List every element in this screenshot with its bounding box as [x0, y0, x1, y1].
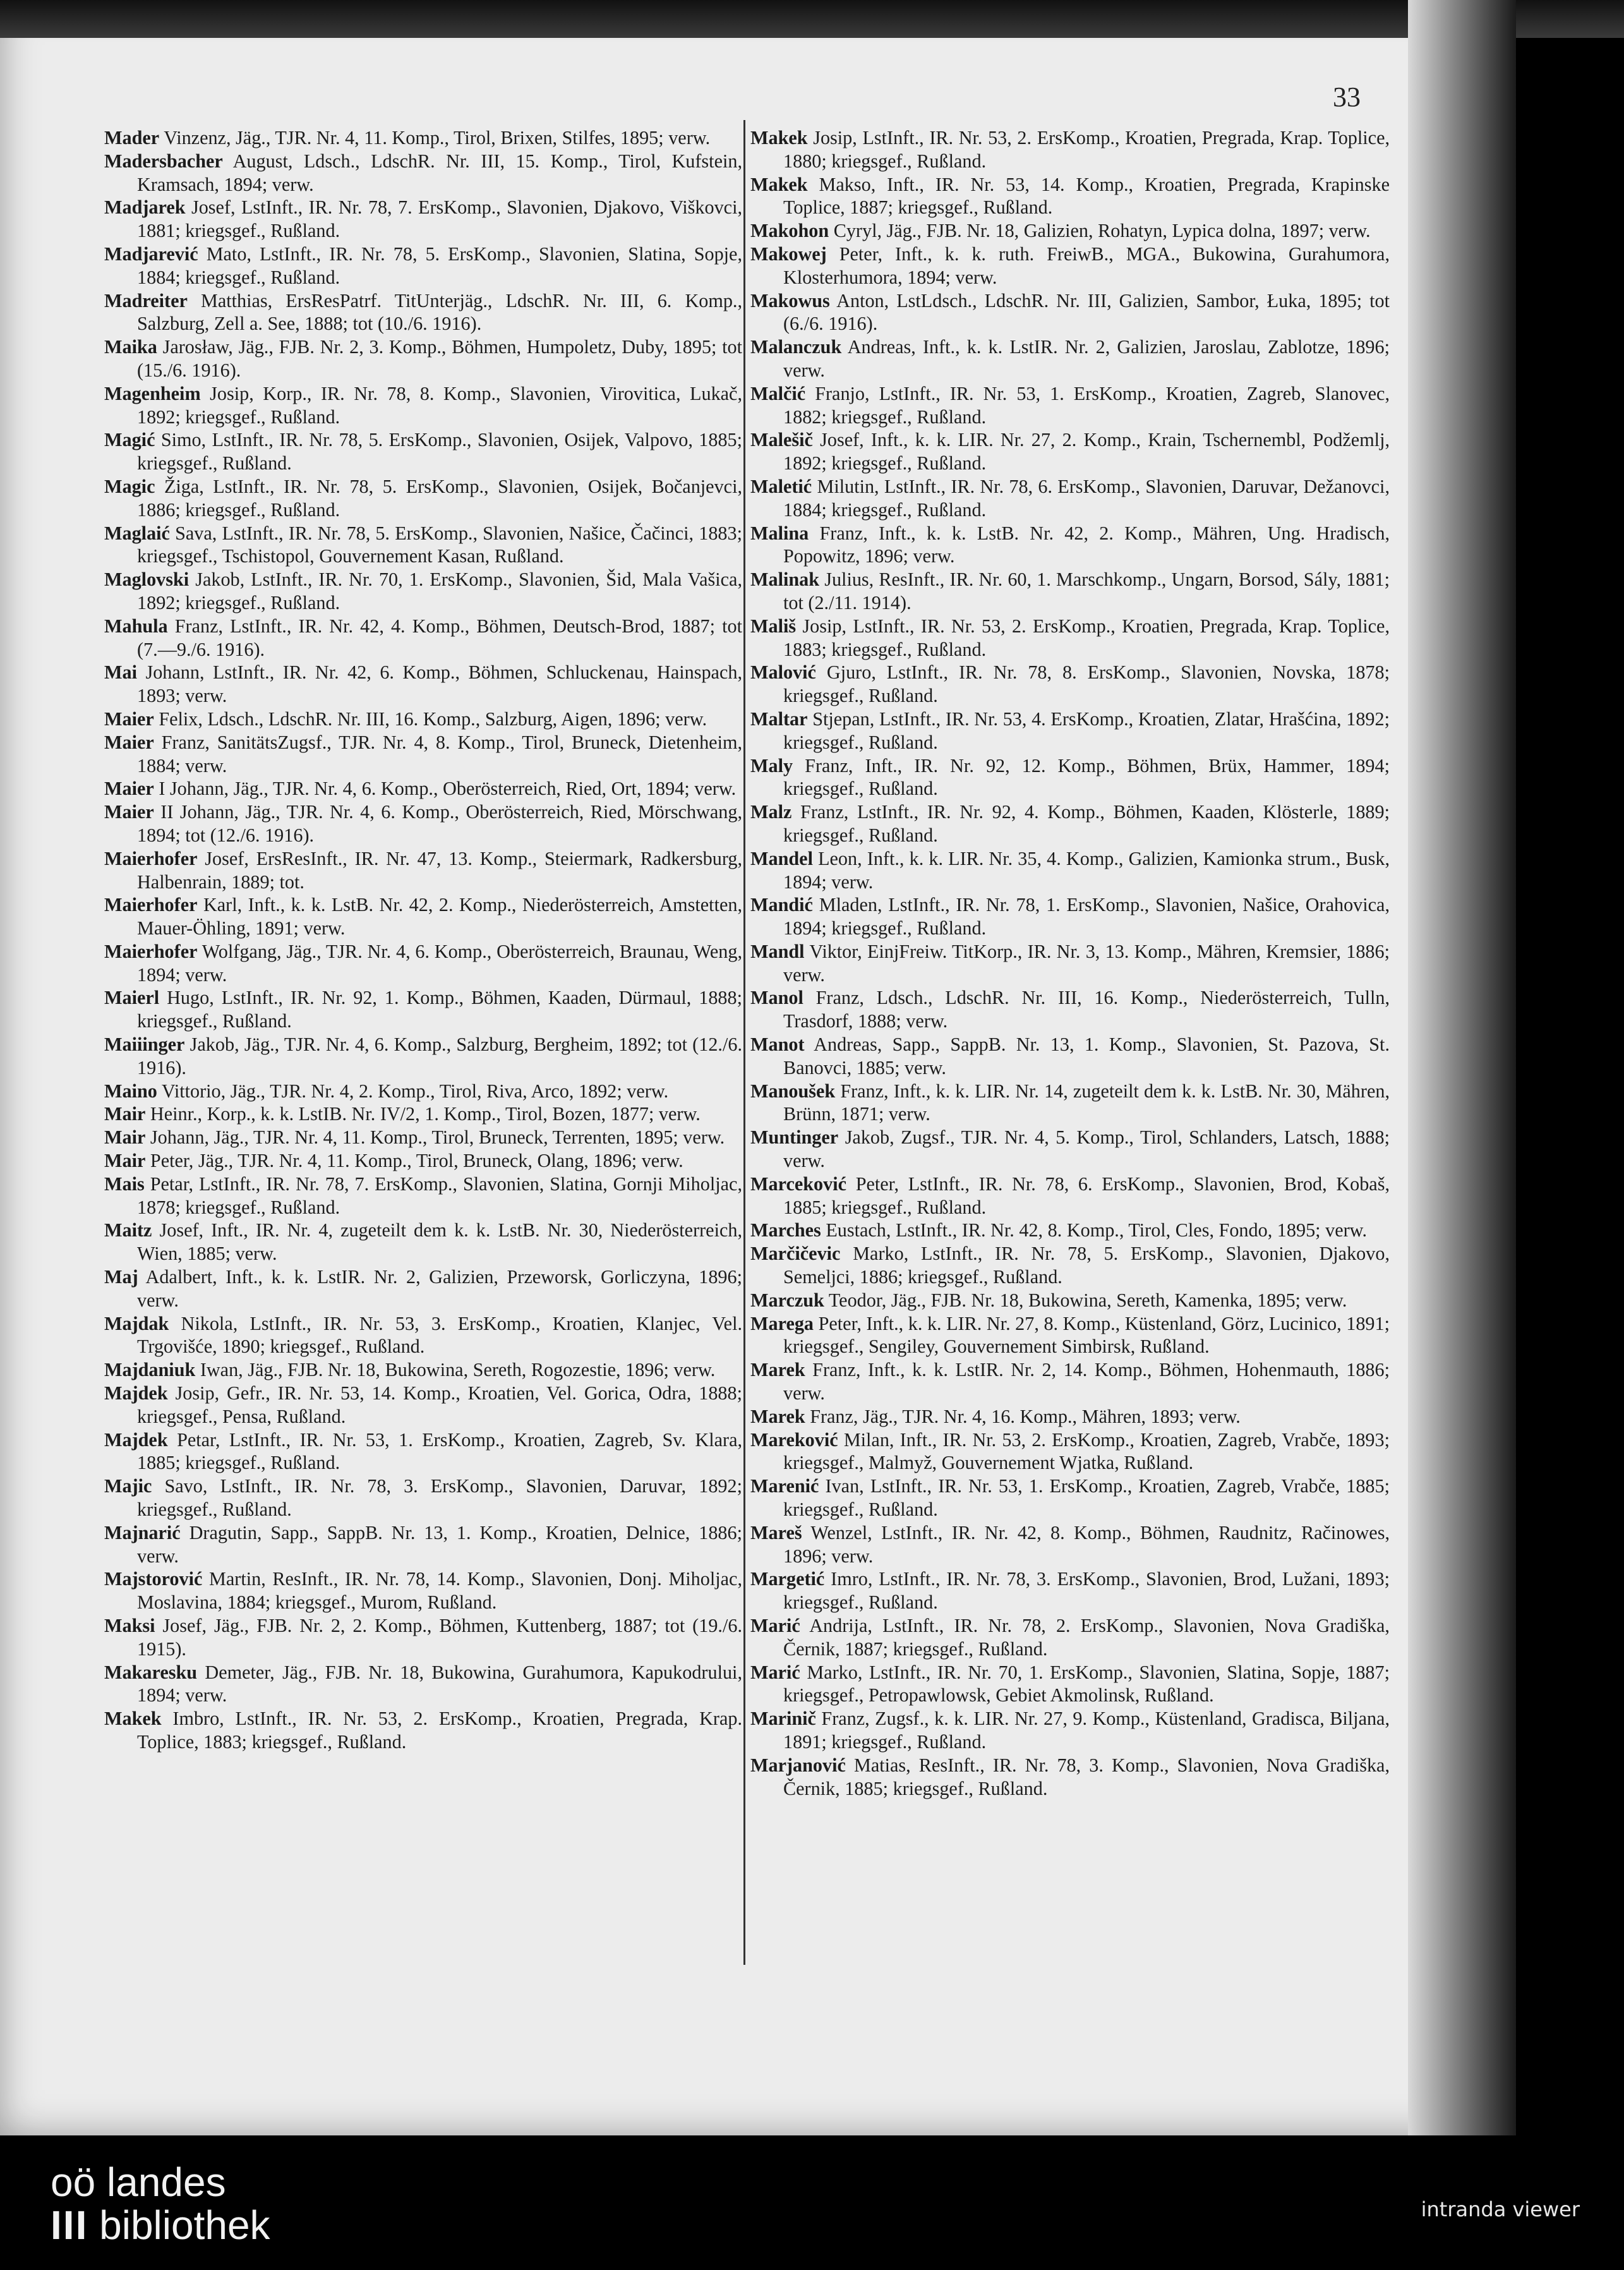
- entry-details: Franz, Inft., k. k. LstIR. Nr. 2, 14. Komp., Böhmen, Hohenmauth, 1886; verw.: [783, 1359, 1390, 1404]
- entry-details: Leon, Inft., k. k. LIR. Nr. 35, 4. Komp., Galizien, Kamionka strum., Busk, 1894; verw.: [783, 847, 1390, 893]
- entry-surname: Marches: [750, 1219, 821, 1241]
- entry-details: Franz, Ldsch., LdschR. Nr. III, 16. Komp., Niederösterreich, Tulln, Trasdorf, 1888; verw.: [783, 987, 1390, 1032]
- logo-line-2: bibliothek: [99, 2202, 270, 2248]
- register-entry: [104, 382, 742, 429]
- entry-surname: Maglovski: [104, 569, 189, 591]
- entry-surname: Margetić: [750, 1568, 825, 1590]
- register-entry: [750, 475, 1390, 522]
- entry-surname: Mandl: [750, 940, 805, 962]
- entry-details: Petar, LstInft., IR. Nr. 78, 7. ErsKomp., Slavonien, Slatina, Gornji Miholjac, 1878; kriegsgef., Rußland.: [137, 1173, 742, 1218]
- entry-surname: Mandel: [750, 847, 813, 869]
- entry-details: Savo, LstInft., IR. Nr. 78, 3. ErsKomp., Slavonien, Daruvar, 1892; kriegsgef., Rußland.: [137, 1475, 742, 1521]
- entry-details: Marko, LstInft., IR. Nr. 70, 1. ErsKomp., Slavonien, Slatina, Sopje, 1887; kriegsgef., Petropawlowsk, Gebiet Akmolinsk, Rußland.: [783, 1661, 1390, 1706]
- register-entry: [104, 522, 742, 569]
- entry-surname: Maino: [104, 1080, 157, 1102]
- entry-details: I Johann, Jäg., TJR. Nr. 4, 6. Komp., Oberösterreich, Ried, Ort, 1894; verw.: [159, 778, 737, 800]
- entry-surname: Manol: [750, 987, 803, 1009]
- viewer-label[interactable]: intranda viewer: [1421, 2197, 1580, 2221]
- entry-surname: Maier: [104, 801, 154, 823]
- register-entry: [750, 522, 1390, 569]
- entry-details: Jarosław, Jäg., FJB. Nr. 2, 3. Komp., Böhmen, Humpoletz, Duby, 1895; tot (15./6. 1916).: [137, 336, 742, 381]
- entry-surname: Magić: [104, 429, 155, 451]
- register-entry: [750, 243, 1390, 289]
- entry-surname: Marjanović: [750, 1754, 846, 1776]
- register-entry: [104, 289, 742, 336]
- entry-details: Heinr., Korp., k. k. LstIB. Nr. IV/2, 1. Komp., Tirol, Bozen, 1877; verw.: [150, 1103, 701, 1125]
- register-entry: [104, 1219, 742, 1265]
- logo-bars-icon: III: [51, 2202, 88, 2248]
- register-entry: [750, 1707, 1390, 1754]
- entry-surname: Manot: [750, 1034, 805, 1056]
- register-entry: [750, 800, 1390, 847]
- entry-surname: Maier: [104, 708, 154, 730]
- entry-surname: Malinak: [750, 569, 820, 591]
- entry-details: Jakob, Zugsf., TJR. Nr. 4, 5. Komp., Tirol, Schlanders, Latsch, 1888; verw.: [783, 1126, 1390, 1172]
- entry-details: Adalbert, Inft., k. k. LstIR. Nr. 2, Galizien, Przeworsk, Gorliczyna, 1896; verw.: [137, 1266, 742, 1311]
- register-entry: [104, 1033, 742, 1080]
- entry-surname: Madjarević: [104, 243, 198, 265]
- register-entry: [750, 940, 1390, 987]
- entry-details: Teodor, Jäg., FJB. Nr. 18, Bukowina, Sereth, Kamenka, 1895; verw.: [828, 1289, 1347, 1311]
- register-entry: [750, 1219, 1390, 1242]
- register-entry: [750, 173, 1390, 220]
- entry-details: Franz, Inft., k. k. LstB. Nr. 42, 2. Komp., Mähren, Ung. Hradisch, Popowitz, 1896; verw.: [783, 522, 1390, 567]
- register-entry: [750, 1033, 1390, 1080]
- entry-details: Franz, Jäg., TJR. Nr. 4, 16. Komp., Mähren, 1893; verw.: [810, 1405, 1241, 1427]
- entry-details: Franz, Inft., k. k. LIR. Nr. 14, zugeteilt dem k. k. LstB. Nr. 30, Mähren, Brünn, 1871; verw.: [783, 1080, 1390, 1125]
- register-entry: [750, 219, 1390, 243]
- entry-surname: Magic: [104, 475, 155, 497]
- register-entry: [750, 1242, 1390, 1289]
- register-entry: [104, 1080, 742, 1103]
- entry-surname: Malina: [750, 522, 809, 544]
- entry-surname: Marczuk: [750, 1289, 824, 1311]
- entry-details: Julius, ResInft., IR. Nr. 60, 1. Marschkomp., Ungarn, Borsod, Sály, 1881; tot (2./11. 1914).: [783, 569, 1390, 613]
- entry-details: Peter, Inft., k. k. LIR. Nr. 27, 8. Komp., Küstenland, Görz, Lucinico, 1891; kriegsgef., Sengiley, Gouvernement Simbirsk, Rußland.: [783, 1312, 1390, 1358]
- entry-details: Dragutin, Sapp., SappB. Nr. 13, 1. Komp., Kroatien, Delnice, 1886; verw.: [137, 1521, 742, 1567]
- entry-surname: Marek: [750, 1405, 805, 1427]
- register-entry: [750, 847, 1390, 894]
- entry-surname: Marinič: [750, 1708, 816, 1730]
- register-entry: [750, 754, 1390, 801]
- register-entry: [104, 1312, 742, 1359]
- entry-details: Stjepan, LstInft., IR. Nr. 53, 4. ErsKomp., Kroatien, Zlatar, Hrašćina, 1892; kriegsgef., Rußland.: [783, 708, 1390, 753]
- entry-details: Wolfgang, Jäg., TJR. Nr. 4, 6. Komp., Oberösterreich, Braunau, Weng, 1894; verw.: [137, 940, 742, 986]
- entry-surname: Maier: [104, 778, 154, 800]
- entry-details: Josip, LstInft., IR. Nr. 53, 2. ErsKomp., Kroatien, Pregrada, Krap. Toplice, 1880; kriegsgef., Rußland.: [783, 127, 1390, 172]
- register-entry: [104, 893, 742, 940]
- register-entry: [750, 1475, 1390, 1521]
- page-edge-right: [1408, 0, 1516, 2135]
- register-entry: [750, 1289, 1390, 1312]
- entry-surname: Mair: [104, 1126, 146, 1149]
- entry-surname: Malanczuk: [750, 336, 842, 358]
- entry-details: Mato, LstInft., IR. Nr. 78, 5. ErsKomp., Slavonien, Slatina, Sopje, 1884; kriegsgef., Rußland.: [137, 243, 743, 288]
- library-logo[interactable]: [51, 2161, 270, 2247]
- register-entry: [104, 1173, 742, 1219]
- entry-surname: Malčić: [750, 382, 806, 404]
- entry-surname: Makowej: [750, 243, 827, 265]
- entry-details: Peter, Inft., k. k. ruth. FreiwB., MGA., Bukowina, Gurahumora, Klosterhumora, 1894; verw.: [783, 243, 1390, 288]
- register-entry: [104, 800, 742, 847]
- register-entry: [750, 428, 1390, 475]
- entry-details: Franz, SanitätsZugsf., TJR. Nr. 4, 8. Komp., Tirol, Bruneck, Dietenheim, 1884; verw.: [137, 731, 742, 776]
- register-entry: [104, 731, 742, 778]
- register-entry: [750, 1661, 1390, 1708]
- entry-surname: Magenheim: [104, 382, 201, 404]
- register-entry: [750, 986, 1390, 1033]
- entry-details: Josip, Korp., IR. Nr. 78, 8. Komp., Slavonien, Virovitica, Lukač, 1892; kriegsgef., Rußland.: [137, 382, 743, 428]
- entry-surname: Maglaić: [104, 522, 170, 544]
- register-entry: [104, 777, 742, 800]
- left-column: [104, 126, 742, 1754]
- entry-details: Viktor, EinjFreiw. TitKorp., IR. Nr. 3, 13. Komp., Mähren, Kremsier, 1886; verw.: [783, 940, 1390, 986]
- entry-surname: Majdaniuk: [104, 1359, 196, 1381]
- entry-surname: Maierhofer: [104, 847, 198, 869]
- entry-surname: Marenić: [750, 1475, 819, 1497]
- register-entry: [104, 847, 742, 894]
- entry-surname: Marčičevic: [750, 1243, 841, 1265]
- entry-details: Felix, Ldsch., LdschR. Nr. III, 16. Komp., Salzburg, Aigen, 1896; verw.: [159, 708, 707, 730]
- entry-details: Anton, LstLdsch., LdschR. Nr. III, Galizien, Sambor, Łuka, 1895; tot (6./6. 1916).: [783, 289, 1390, 335]
- entry-surname: Maika: [104, 336, 157, 358]
- register-entry: [104, 986, 742, 1033]
- entry-details: Jakob, LstInft., IR. Nr. 70, 1. ErsKomp., Slavonien, Šid, Mala Vašica, 1892; kriegsgef., Rußland.: [137, 569, 743, 613]
- entry-surname: Maly: [750, 754, 793, 776]
- entry-details: Johann, Jäg., TJR. Nr. 4, 11. Komp., Tirol, Bruneck, Terrenten, 1895; verw.: [150, 1126, 725, 1149]
- entry-surname: Majic: [104, 1475, 152, 1497]
- column-divider: [743, 120, 745, 1965]
- entry-details: Josip, LstInft., IR. Nr. 53, 2. ErsKomp., Kroatien, Pregrada, Krap. Toplice, 1883; kriegsgef., Rußland.: [783, 615, 1390, 660]
- entry-surname: Marek: [750, 1359, 805, 1381]
- register-entry: [750, 893, 1390, 940]
- entry-surname: Marić: [750, 1661, 800, 1683]
- entry-details: Petar, LstInft., IR. Nr. 53, 1. ErsKomp., Kroatien, Zagreb, Sv. Klara, 1885; kriegsgef., Rußland.: [137, 1428, 743, 1474]
- register-entry: [104, 1707, 742, 1754]
- register-entry: [750, 568, 1390, 615]
- register-entry: [750, 661, 1390, 708]
- entry-details: Demeter, Jäg., FJB. Nr. 18, Bukowina, Gurahumora, Kapukodrului, 1894; verw.: [137, 1661, 742, 1706]
- register-entry: [750, 1358, 1390, 1405]
- register-entry: [104, 335, 742, 382]
- register-entry: [104, 940, 742, 987]
- entry-surname: Madreiter: [104, 289, 188, 311]
- entry-surname: Marceković: [750, 1173, 846, 1195]
- entry-surname: Mahula: [104, 615, 168, 637]
- register-entry: [104, 1382, 742, 1428]
- entry-surname: Makek: [104, 1708, 162, 1730]
- register-entry: [104, 1521, 742, 1568]
- entry-details: Sava, LstInft., IR. Nr. 78, 5. ErsKomp., Slavonien, Našice, Čačinci, 1883; kriegsgef., Tschistopol, Gouvernement Kasan, Rußland.: [137, 522, 742, 567]
- entry-surname: Mair: [104, 1150, 146, 1172]
- entry-surname: Majdek: [104, 1382, 168, 1404]
- register-entry: [104, 428, 742, 475]
- entry-details: Franz, Zugsf., k. k. LIR. Nr. 27, 9. Komp., Küstenland, Gradisca, Biljana, 1891; kriegsgef., Rußland.: [783, 1708, 1390, 1753]
- register-entry: [750, 335, 1390, 382]
- entry-details: Martin, ResInft., IR. Nr. 78, 14. Komp., Slavonien, Donj. Miholjac, Moslavina, 1884; kriegsgef., Murom, Rußland.: [137, 1568, 742, 1614]
- register-entry: [750, 1080, 1390, 1126]
- register-entry: [104, 1661, 742, 1708]
- entry-surname: Marega: [750, 1312, 814, 1334]
- entry-details: Franz, LstInft., IR. Nr. 92, 4. Komp., Böhmen, Kaaden, Klösterle, 1889; kriegsgef., Rußland.: [783, 801, 1390, 846]
- entry-surname: Makaresku: [104, 1661, 198, 1683]
- entry-surname: Maitz: [104, 1219, 152, 1241]
- register-entry: [104, 661, 742, 708]
- entry-details: Vittorio, Jäg., TJR. Nr. 4, 2. Komp., Tirol, Riva, Arco, 1892; verw.: [161, 1080, 669, 1102]
- entry-details: Vinzenz, Jäg., TJR. Nr. 4, 11. Komp., Tirol, Brixen, Stilfes, 1895; verw.: [164, 127, 711, 148]
- entry-details: Josef, Inft., k. k. LIR. Nr. 27, 2. Komp., Krain, Tschernembl, Podžemlj, 1892; kriegsgef., Rußland.: [783, 429, 1390, 474]
- entry-surname: Maier: [104, 731, 154, 753]
- entry-details: Eustach, LstInft., IR. Nr. 42, 8. Komp., Tirol, Cles, Fondo, 1895; verw.: [826, 1219, 1368, 1241]
- page-edge-top: [0, 0, 1624, 38]
- entry-surname: Malović: [750, 661, 816, 684]
- entry-surname: Makowus: [750, 289, 830, 311]
- entry-surname: Majdek: [104, 1428, 168, 1451]
- entry-surname: Maierhofer: [104, 894, 198, 916]
- entry-surname: Maierl: [104, 987, 160, 1009]
- register-entry: [750, 1521, 1390, 1568]
- entry-surname: Madersbacher: [104, 150, 223, 172]
- register-entry: [104, 1475, 742, 1521]
- entry-surname: Majnarić: [104, 1521, 181, 1543]
- register-entry: [750, 1567, 1390, 1614]
- page-number: 33: [1333, 82, 1361, 112]
- register-entry: [750, 1405, 1390, 1428]
- entry-details: Imro, LstInft., IR. Nr. 78, 3. ErsKomp., Slavonien, Brod, Lužani, 1893; kriegsgef., Rußland.: [783, 1568, 1390, 1614]
- register-entry: [750, 1126, 1390, 1173]
- entry-details: Franjo, LstInft., IR. Nr. 53, 1. ErsKomp., Kroatien, Zagreb, Slanovec, 1882; kriegsgef., Rußland.: [783, 382, 1390, 428]
- entry-surname: Malešič: [750, 429, 813, 451]
- entry-details: Nikola, LstInft., IR. Nr. 53, 3. ErsKomp., Kroatien, Klanjec, Vel. Trgovišće, 1890; kriegsgef., Rußland.: [137, 1312, 743, 1358]
- register-entry: [750, 1312, 1390, 1359]
- entry-details: Matthias, ErsResPatrf. TitUnterjäg., LdschR. Nr. III, 6. Komp., Salzburg, Zell a. See, 1888; tot (10./6. 1916).: [137, 289, 743, 335]
- right-column: [750, 126, 1390, 1800]
- entry-surname: Maiiinger: [104, 1034, 185, 1056]
- register-entry: [104, 1126, 742, 1149]
- entry-details: Gjuro, LstInft., IR. Nr. 78, 8. ErsKomp., Slavonien, Novska, 1878; kriegsgef., Rußland.: [783, 661, 1390, 707]
- entry-surname: Mader: [104, 127, 160, 148]
- entry-details: Milan, Inft., IR. Nr. 53, 2. ErsKomp., Kroatien, Zagreb, Vrabče, 1893; kriegsgef., Malmyž, Gouvernement Wjatka, Rußland.: [783, 1428, 1390, 1474]
- entry-details: Andreas, Sapp., SappB. Nr. 13, 1. Komp., Slavonien, St. Pazova, St. Banovci, 1885; verw.: [783, 1034, 1390, 1078]
- entry-details: Ivan, LstInft., IR. Nr. 53, 1. ErsKomp., Kroatien, Zagreb, Vrabče, 1885; kriegsgef., Rußland.: [783, 1475, 1390, 1521]
- entry-surname: Maj: [104, 1266, 138, 1288]
- logo-line-1: oö landes: [51, 2159, 226, 2205]
- entry-details: Žiga, LstInft., IR. Nr. 78, 5. ErsKomp., Slavonien, Osijek, Bočanjevci, 1886; kriegsgef., Rußland.: [137, 475, 742, 521]
- entry-details: Josef, Jäg., FJB. Nr. 2, 2. Komp., Böhmen, Kuttenberg, 1887; tot (19./6. 1915).: [137, 1615, 742, 1660]
- entry-details: Mladen, LstInft., IR. Nr. 78, 1. ErsKomp., Slavonien, Našice, Orahovica, 1894; kriegsgef., Rußland.: [783, 894, 1390, 939]
- register-entry: [104, 126, 742, 150]
- entry-surname: Mair: [104, 1103, 146, 1125]
- entry-surname: Maierhofer: [104, 940, 198, 962]
- register-entry: [104, 568, 742, 615]
- entry-details: Josef, ErsResInft., IR. Nr. 47, 13. Komp., Steiermark, Radkersburg, Halbenrain, 1889; tot.: [137, 847, 743, 893]
- register-entry: [750, 1428, 1390, 1475]
- entry-surname: Maksi: [104, 1615, 155, 1636]
- entry-details: Karl, Inft., k. k. LstB. Nr. 42, 2. Komp., Niederösterreich, Amstetten, Mauer-Öhling, 1891; verw.: [137, 894, 742, 939]
- register-entry: [104, 1265, 742, 1312]
- entry-details: August, Ldsch., LdschR. Nr. III, 15. Komp., Tirol, Kufstein, Kramsach, 1894; verw.: [137, 150, 742, 195]
- entry-details: Peter, Jäg., TJR. Nr. 4, 11. Komp., Tirol, Bruneck, Olang, 1896; verw.: [150, 1150, 683, 1172]
- register-entry: [104, 1358, 742, 1382]
- entry-surname: Madjarek: [104, 196, 186, 219]
- entry-surname: Mareš: [750, 1521, 802, 1543]
- register-entry: [104, 243, 742, 289]
- register-entry: [750, 126, 1390, 173]
- entry-details: Matias, ResInft., IR. Nr. 78, 3. Komp., Slavonien, Nova Gradiška, Černik, 1885; kriegsgef., Rußland.: [783, 1754, 1390, 1799]
- entry-details: Peter, LstInft., IR. Nr. 78, 6. ErsKomp., Slavonien, Brod, Kobaš, 1885; kriegsgef., Rußland.: [783, 1173, 1390, 1218]
- entry-details: Imbro, LstInft., IR. Nr. 53, 2. ErsKomp., Kroatien, Pregrada, Krap. Toplice, 1883; kriegsgef., Rußland.: [137, 1708, 742, 1753]
- register-entry: [104, 1614, 742, 1661]
- register-entry: [750, 289, 1390, 336]
- entry-surname: Majdak: [104, 1312, 169, 1334]
- register-entry: [104, 1428, 742, 1475]
- entry-surname: Muntinger: [750, 1126, 839, 1149]
- register-entry: [104, 150, 742, 196]
- entry-surname: Makohon: [750, 220, 829, 242]
- register-entry: [104, 1567, 742, 1614]
- entry-surname: Maletić: [750, 475, 812, 497]
- entry-details: Iwan, Jäg., FJB. Nr. 18, Bukowina, Sereth, Rogozestie, 1896; verw.: [200, 1359, 716, 1381]
- entry-details: II Johann, Jäg., TJR. Nr. 4, 6. Komp., Oberösterreich, Ried, Mörschwang, 1894; tot (12./6. 1916).: [137, 801, 743, 846]
- entry-details: Johann, LstInft., IR. Nr. 42, 6. Komp., Böhmen, Schluckenau, Hainspach, 1893; verw.: [137, 661, 742, 707]
- entry-details: Makso, Inft., IR. Nr. 53, 14. Komp., Kroatien, Pregrada, Krapinske Toplice, 1887; kriegsgef., Rußland.: [783, 173, 1390, 219]
- entry-details: Josef, LstInft., IR. Nr. 78, 7. ErsKomp., Slavonien, Djakovo, Viškovci, 1881; kriegsgef., Rußland.: [137, 196, 743, 242]
- register-entry: [104, 615, 742, 661]
- register-entry: [104, 1102, 742, 1126]
- entry-surname: Mališ: [750, 615, 797, 637]
- entry-details: Wenzel, LstInft., IR. Nr. 42, 8. Komp., Böhmen, Raudnitz, Račinowes, 1896; verw.: [783, 1521, 1390, 1567]
- entry-surname: Makek: [750, 127, 808, 148]
- entry-surname: Mai: [104, 661, 137, 684]
- entry-surname: Maltar: [750, 708, 808, 730]
- entry-surname: Makek: [750, 173, 808, 195]
- register-entry: [750, 382, 1390, 429]
- entry-details: Franz, Inft., IR. Nr. 92, 12. Komp., Böhmen, Brüx, Hammer, 1894; kriegsgef., Rußland.: [783, 754, 1390, 800]
- entry-details: Andreas, Inft., k. k. LstIR. Nr. 2, Galizien, Jaroslau, Zablotze, 1896; verw.: [783, 336, 1390, 381]
- entry-details: Franz, LstInft., IR. Nr. 42, 4. Komp., Böhmen, Deutsch-Brod, 1887; tot (7.—9./6. 1916).: [137, 615, 742, 660]
- entry-surname: Majstorović: [104, 1568, 203, 1590]
- register-entry: [750, 1173, 1390, 1219]
- entry-surname: Mareković: [750, 1428, 838, 1451]
- entry-details: Josef, Inft., IR. Nr. 4, zugeteilt dem k. k. LstB. Nr. 30, Niederösterreich, Wien, 1885; verw.: [137, 1219, 742, 1265]
- entry-details: Milutin, LstInft., IR. Nr. 78, 6. ErsKomp., Slavonien, Daruvar, Dežanovci, 1884; kriegsgef., Rußland.: [783, 475, 1390, 521]
- entry-details: Cyryl, Jäg., FJB. Nr. 18, Galizien, Rohatyn, Lypica dolna, 1897; verw.: [833, 220, 1371, 242]
- entry-details: Jakob, Jäg., TJR. Nr. 4, 6. Komp., Salzburg, Bergheim, 1892; tot (12./6. 1916).: [137, 1034, 742, 1078]
- entry-surname: Mais: [104, 1173, 145, 1195]
- register-entry: [104, 708, 742, 731]
- register-entry: [750, 1754, 1390, 1801]
- entry-details: Simo, LstInft., IR. Nr. 78, 5. ErsKomp., Slavonien, Osijek, Valpovo, 1885; kriegsgef., Rußland.: [137, 429, 743, 474]
- entry-surname: Malz: [750, 801, 792, 823]
- entry-details: Josip, Gefr., IR. Nr. 53, 14. Komp., Kroatien, Vel. Gorica, Odra, 1888; kriegsgef., Pensa, Rußland.: [137, 1382, 742, 1427]
- entry-details: Hugo, LstInft., IR. Nr. 92, 1. Komp., Böhmen, Kaaden, Dürmaul, 1888; kriegsgef., Rußland.: [137, 987, 743, 1032]
- entry-surname: Mandić: [750, 894, 813, 916]
- entry-details: Marko, LstInft., IR. Nr. 78, 5. ErsKomp., Slavonien, Djakovo, Semeljci, 1886; kriegsgef., Rußland.: [783, 1243, 1390, 1288]
- entry-surname: Marić: [750, 1615, 800, 1636]
- register-entry: [104, 475, 742, 522]
- entry-details: Andrija, LstInft., IR. Nr. 78, 2. ErsKomp., Slavonien, Nova Gradiška, Černik, 1887; kriegsgef., Rußland.: [783, 1615, 1390, 1660]
- register-entry: [750, 1614, 1390, 1661]
- entry-surname: Manoušek: [750, 1080, 836, 1102]
- register-entry: [104, 196, 742, 243]
- register-entry: [750, 708, 1390, 754]
- register-entry: [750, 615, 1390, 661]
- register-entry: [104, 1149, 742, 1173]
